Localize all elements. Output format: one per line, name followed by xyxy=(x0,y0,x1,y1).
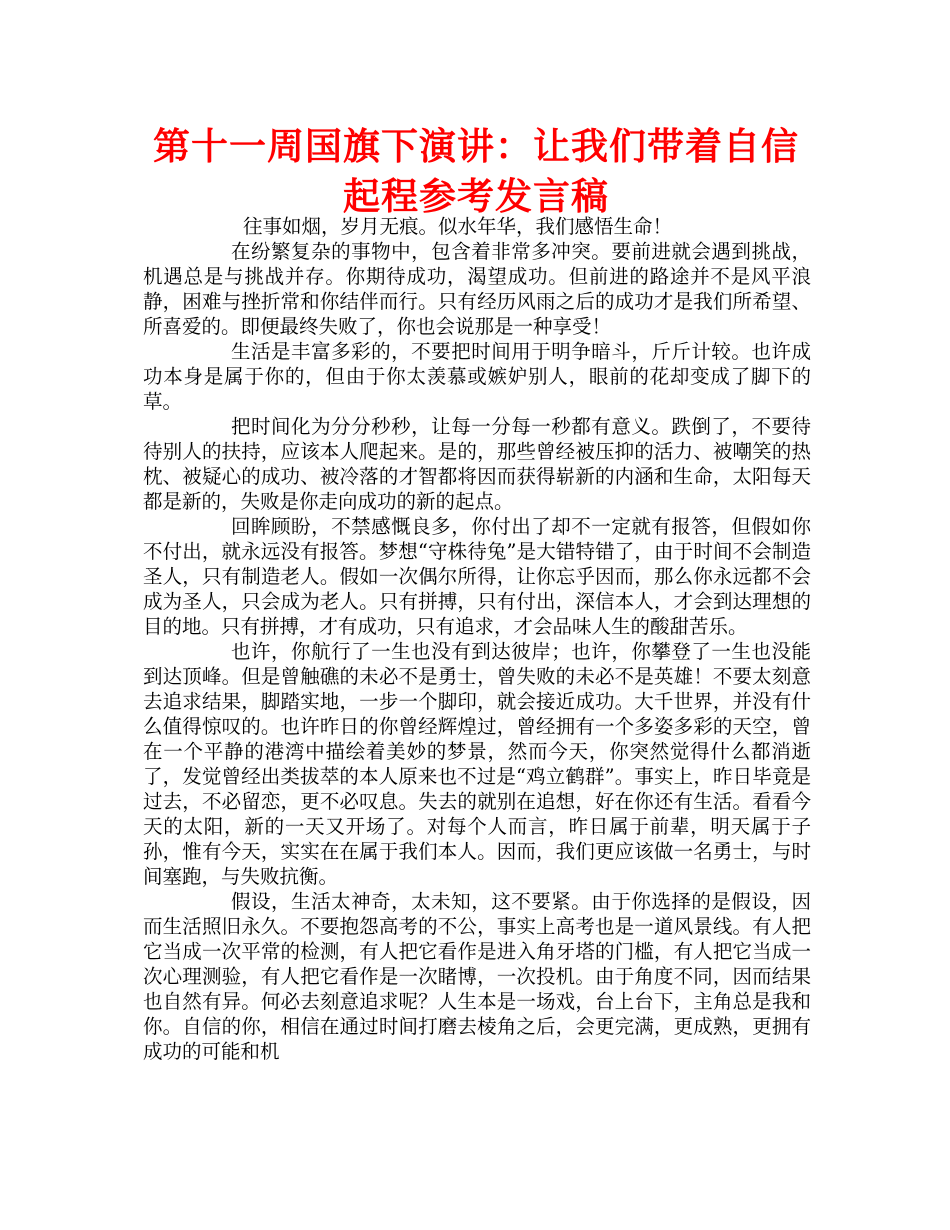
paragraph-4: 把时间化为分分秒秒，让每一分每一秒都有意义。跌倒了，不要待待别人的扶持，应该本人爬起来。是的，那些曾经被压抑的活力、被嘲笑的热枕、被疑心的成功、被冷落的才智都将因而获得崭新的内涵和生命，太阳每天都是新的，失败是你走向成功的新的起点。 xyxy=(143,415,811,513)
document-title: 第十一周国旗下演讲：让我们带着自信起程参考发言稿 xyxy=(153,125,799,218)
paragraph-5: 回眸顾盼，不禁感慨良多，你付出了却不一定就有报答，但假如你不付出，就永远没有报答。梦想“守株待兔”是大错特错了，由于时间不会制造圣人，只有制造老人。假如一次偶尔所得，让你忘乎因而，那么你永远都不会成为圣人，只会成为老人。只有拼搏，只有付出，深信本人，才会到达理想的目的地。只有拼搏，才有成功，只有追求，才会品味人生的酸甜苦乐。 xyxy=(143,515,811,638)
paragraph-3: 生活是丰富多彩的，不要把时间用于明争暗斗，斤斤计较。也许成功本身是属于你的，但由于你太羡慕或嫉妒别人，眼前的花却变成了脚下的草。 xyxy=(143,340,811,413)
paragraph-2: 在纷繁复杂的事物中，包含着非常多冲突。要前进就会遇到挑战，机遇总是与挑战并存。你期待成功，渴望成功。但前进的路途并不是风平浪静，困难与挫折常和你结伴而行。只有经历风雨之后的成功才是我们所希望、所喜爱的。即便最终失败了，你也会说那是一种享受！ xyxy=(143,240,811,338)
paragraph-6: 也许，你航行了一生也没有到达彼岸；也许，你攀登了一生也没能到达顶峰。但是曾触礁的未必不是勇士，曾失败的未必不是英雄！不要太刻意去追求结果，脚踏实地，一步一个脚印，就会接近成功。大千世界，并没有什么值得惊叹的。也许昨日的你曾经辉煌过，曾经拥有一个多姿多彩的天空，曾在一个平静的港湾中描绘着美妙的梦景，然而今天，你突然觉得什么都消逝了，发觉曾经出类拔萃的本人原来也不过是“鸡立鹤群”。事实上，昨日毕竟是过去，不必留恋，更不必叹息。失去的就别在追想，好在你还有生活。看看今天的太阳，新的一天又开场了。对每个人而言，昨日属于前辈，明天属于子孙，惟有今天，实实在在属于我们本人。因而，我们更应该做一名勇士，与时间塞跑，与失败抗衡。 xyxy=(143,640,811,888)
paragraph-7: 假设，生活太神奇，太未知，这不要紧。由于你选择的是假设，因而生活照旧永久。不要抱怨高考的不公，事实上高考也是一道风景线。有人把它当成一次平常的检测，有人把它看作是进入角牙塔的门槛，有人把它当成一次心理测验，有人把它看作是一次睹博，一次投机。由于角度不同，因而结果也自然有异。何必去刻意追求呢？人生本是一场戏，台上台下，主角总是我和你。自信的你，相信在通过时间打磨去棱角之后，会更完满，更成熟，更拥有成功的可能和机 xyxy=(143,890,811,1063)
document-body xyxy=(143,214,811,1064)
paragraph-1: 往事如烟，岁月无痕。似水年华，我们感悟生命！ xyxy=(243,215,673,238)
